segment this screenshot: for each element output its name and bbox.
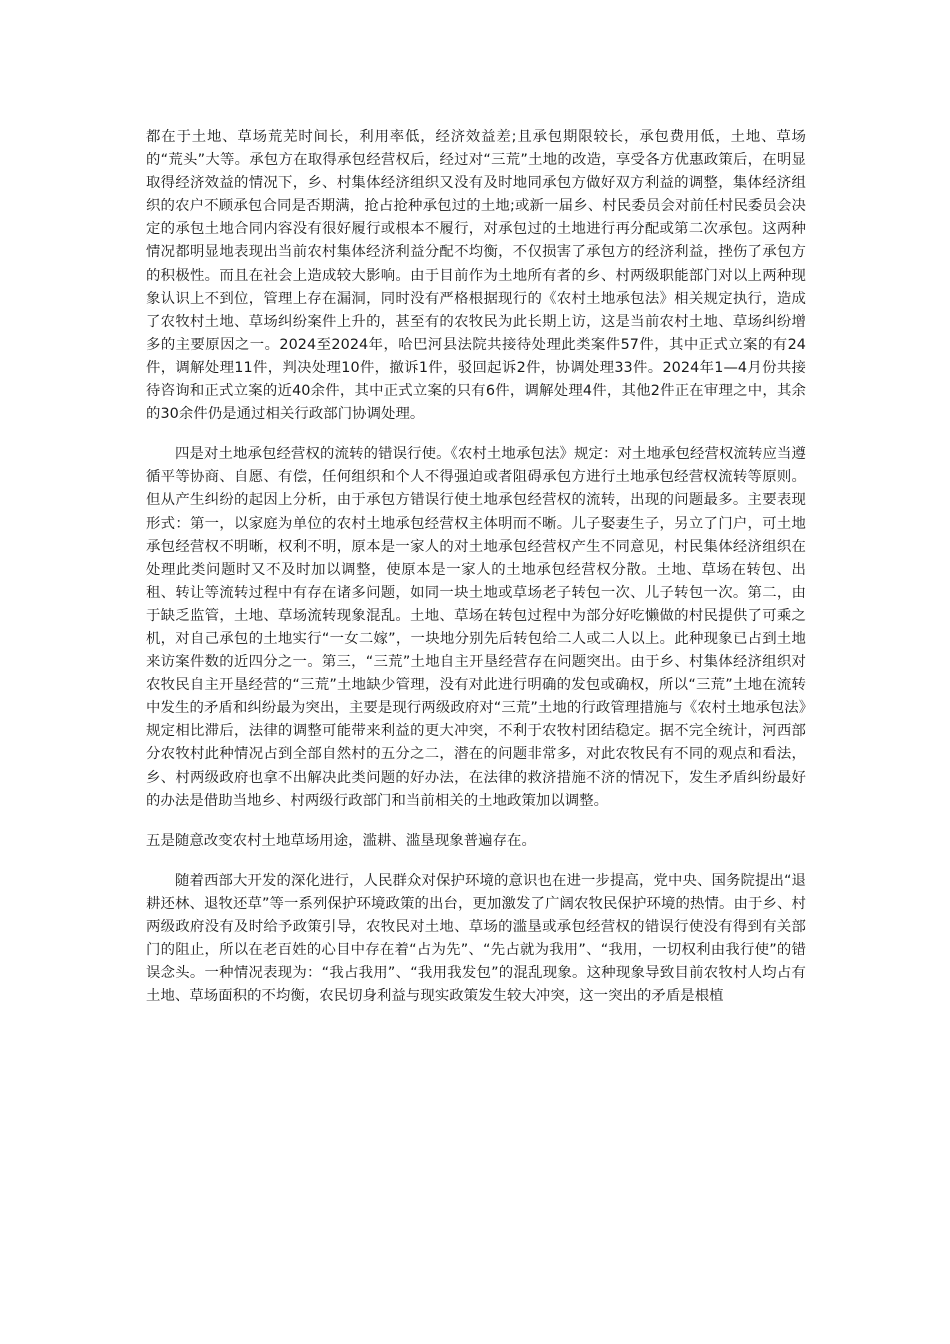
paragraph-western-development: 随着西部大开发的深化进行，人民群众对保护环境的意识也在进一步提高，党中央、国务院提出“退耕还林、退牧还草”等一系列保护环境政策的出台，更加激发了广阔农牧民保护环境的热情。由于乡、村两级政府没有及时给予政策引导，农牧民对土地、草场的滥垦或承包经营权的错误行使没有得到有关部门的阻止，所以在老百姓的心目中存在着“占为先”、“先占就为我用”、“我用，一切权利由我行使”的错误念头。一种情况表现为：“我占我用”、“我用我发包”的混乱现象。这种现象导致目前农牧村人均占有土地、草场面积的不均衡，农民切身利益与现实政策发生较大冲突，这一突出的矛盾是根植 (146, 872, 806, 1005)
document-body (146, 126, 806, 1008)
paragraph-transfer-misuse: 四是对土地承包经营权的流转的错误行使。《农村土地承包法》规定：对土地承包经营权流转应当遵循平等协商、自愿、有偿，任何组织和个人不得强迫或者阻碍承包方进行土地承包经营权流转等原则。但从产生纠纷的起因上分析，由于承包方错误行使土地承包经营权的流转，出现的问题最多。主要表现形式：第一，以家庭为单位的农村土地承包经营权主体明而不晰。儿子娶妻生子，另立了门户，可土地承包经营权不明晰，权利不明，原本是一家人的对土地承包经营权产生不同意见，村民集体经济组织在处理此类问题时又不及时加以调整，使原本是一家人的土地承包经营权分散。土地、草场在转包、出租、转让等流转过程中有存在诸多问题，如同一块土地或草场老子转包一次、儿子转包一次。第二，由于缺乏监管，土地、草场流转现象混乱。土地、草场在转包过程中为部分好吃懒做的村民提供了可乘之机，对自己承包的土地实行“一女二嫁”，一块地分别先后转包给二人或二人以上。此种现象已占到土地来访案件数的近四分之一。第三，“三荒”土地自主开垦经营存在问题突出。由于乡、村集体经济组织对农牧民自主开垦经营的“三荒”土地缺少管理，没有对此进行明确的发包或确权，所以“三荒”土地在流转中发生的矛盾和纠纷最为突出，主要是现行两级政府对“三荒”土地的行政管理措施与《农村土地承包法》规定相比滞后，法律的调整可能带来利益的更大冲突，不利于农牧村团结稳定。据不完全统计，河西部分农牧村此种情况占到全部自然村的五分之二，潜在的问题非常多，对此农牧民有不同的观点和看法，乡、村两级政府也拿不出解决此类问题的好办法，在法律的救济措施不济的情况下，发生矛盾纠纷最好的办法是借助当地乡、村两级行政部门和当前相关的土地政策加以调整。 (146, 446, 806, 809)
paragraph-land-dispute-causes: 都在于土地、草场荒芜时间长，利用率低，经济效益差;且承包期限较长，承包费用低，土地、草场的“荒头”大等。承包方在取得承包经营权后，经过对“三荒”土地的改造，享受各方优惠政策后，在明显取得经济效益的情况下，乡、村集体经济组织又没有及时地同承包方做好双方利益的调整，集体经济组织的农户不顾承包合同是否期满，抢占抢种承包过的土地;或新一届乡、村民委员会对前任村民委员会决定的承包土地合同内容没有很好履行或根本不履行，对承包过的土地进行再分配或第二次承包。这两种情况都明显地表现出当前农村集体经济利益分配不均衡，不仅损害了承包方的经济利益，挫伤了承包方的积极性。而且在社会上造成较大影响。由于目前作为土地所有者的乡、村两级职能部门对以上两种现象认识上不到位，管理上存在漏洞，同时没有严格根据现行的《农村土地承包法》相关规定执行，造成了农牧村土地、草场纠纷案件上升的，甚至有的农牧民为此长期上访，这是当前农村土地、草场纠纷增多的主要原因之一。2024至2024年，哈巴河县法院共接待处理此类案件57件，其中正式立案的有24件，调解处理11件，判决处理10件，撤诉1件，驳回起诉2件，协调处理33件。2024年1—4月份共接待咨询和正式立案的近40余件，其中正式立案的只有6件，调解处理4件，其他2件正在审理之中，其余的30余件仍是通过相关行政部门协调处理。 (146, 129, 806, 423)
paragraph-heading-land-use-change: 五是随意改变农村土地草场用途，滥耕、滥垦现象普遍存在。 (146, 832, 536, 849)
